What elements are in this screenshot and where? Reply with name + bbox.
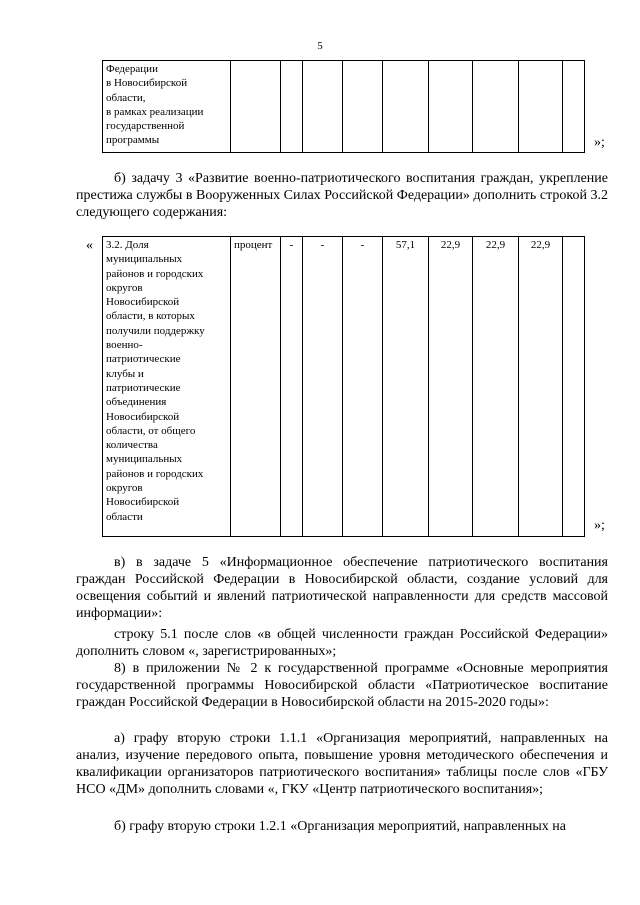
table-cell-value: 57,1: [383, 237, 429, 537]
table-main-closing: »;: [594, 518, 605, 533]
paragraph-8: 8) в приложении № 2 к государственной программе «Основные мероприятия государственной программы Новосибирской области «Патриотическое воспитание граждан Российской Федерации в Новосибирской области на 2015-2020 годы»:: [76, 661, 608, 710]
table-main-opening: «: [86, 238, 93, 253]
table-cell: [343, 61, 383, 153]
table-cell: [473, 61, 519, 153]
table-cell-value: 22,9: [519, 237, 563, 537]
table-cell-value: -: [281, 237, 303, 537]
table-cell: [231, 61, 281, 153]
table-cell-value: -: [343, 237, 383, 537]
paragraph-v: в) в задаче 5 «Информационное обеспечение патриотического воспитания граждан Российской Федерации в Новосибирской области, создание условий для освещения событий и явлений патриотической направленности для средств массовой информации»:: [76, 555, 608, 621]
table-cell-unit: процент: [231, 237, 281, 537]
table-cell: [563, 61, 585, 153]
table-cell: [429, 61, 473, 153]
table-top-closing: »;: [594, 135, 605, 150]
table-cell: [383, 61, 429, 153]
paragraph-row-5-1: строку 5.1 после слов «в общей численности граждан Российской Федерации» дополнить словом «, зарегистрированных»;: [76, 627, 608, 659]
table-cell: [303, 61, 343, 153]
table-row-3-2: [102, 236, 585, 537]
table-cell-label: 3.2. Доля муниципальных районов и городских округов Новосибирской области, в которых получили поддержку военно- патриотические клубы и патриотические объединения Новосибирской области, от общего количества муниципальных районов и городских округов Новосибирской области: [103, 237, 231, 537]
table-cell-label: Федерации в Новосибирской области, в рамках реализации государственной программы: [103, 61, 231, 153]
table-cell-value: [563, 237, 585, 537]
paragraph-b: б) задачу 3 «Развитие военно-патриотического воспитания граждан, укрепление престижа службы в Вооруженных Силах Российской Федерации» дополнить строкой 3.2 следующего содержания:: [76, 171, 608, 220]
paragraph-a: а) графу вторую строки 1.1.1 «Организация мероприятий, направленных на анализ, изучение передового опыта, повышение уровня методического обеспечения и квалификации организаторов патриотического воспитания» таблицы после слов «ГБУ НСО «ДМ» дополнить словами «, ГКУ «Центр патриотического воспитания»;: [76, 731, 608, 797]
table-cell-value: -: [303, 237, 343, 537]
table-cell: [281, 61, 303, 153]
table-cell-value: 22,9: [473, 237, 519, 537]
table-cell: [519, 61, 563, 153]
table-cell-value: 22,9: [429, 237, 473, 537]
table-top-fragment: [102, 60, 585, 153]
page-number: 5: [317, 40, 323, 52]
paragraph-b2: б) графу вторую строки 1.2.1 «Организация мероприятий, направленных на: [114, 819, 566, 834]
